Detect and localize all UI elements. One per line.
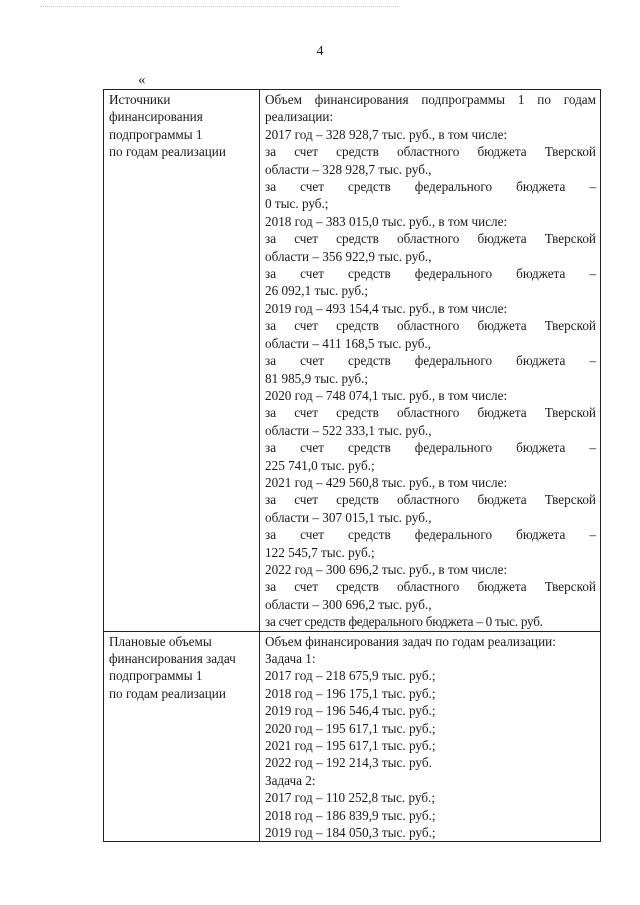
year-total-line: 2020 год – 748 074,1 тыс. руб., в том числе:	[265, 387, 508, 403]
label-line: финансирования задач	[109, 651, 236, 666]
regional-budget-amount: области – 328 928,7 тыс. руб.,	[265, 161, 432, 177]
federal-budget-line: за счет средств федерального бюджета –	[265, 353, 596, 369]
task-title: Задача 1:	[265, 651, 316, 666]
header-line: Объем финансирования подпрограммы 1 по годам	[265, 92, 596, 107]
value-cell-tasks	[260, 631, 601, 842]
federal-budget-amount: 225 741,0 тыс. руб.;	[265, 457, 375, 473]
regional-budget-line: за счет средств областного бюджета Тверской	[265, 579, 596, 595]
table-row-sources	[104, 90, 601, 632]
task-year-line: 2017 год – 218 675,9 тыс. руб.;	[265, 668, 436, 684]
regional-budget-line: за счет средств областного бюджета Тверской	[265, 492, 596, 508]
regional-budget-amount: области – 300 696,2 тыс. руб.,	[265, 596, 432, 612]
task-year-line: 2019 год – 184 050,3 тыс. руб.;	[265, 825, 436, 841]
regional-budget-amount: области – 411 168,5 тыс. руб.,	[265, 335, 432, 351]
federal-budget-amount: 122 545,7 тыс. руб.;	[265, 544, 375, 560]
table-row-tasks	[104, 631, 601, 842]
label-line: Источники	[109, 92, 171, 107]
label-line: подпрограммы 1	[109, 126, 203, 142]
federal-budget-line: за счет средств федерального бюджета –	[265, 440, 596, 456]
federal-budget-line: за счет средств федерального бюджета –	[265, 266, 596, 282]
task-year-line: 2019 год – 196 546,4 тыс. руб.;	[265, 703, 436, 719]
task-title: Задача 2:	[265, 772, 316, 788]
scan-artifact	[40, 6, 400, 8]
federal-budget-amount: 81 985,9 тыс. руб.;	[265, 370, 369, 386]
year-total-line: 2017 год – 328 928,7 тыс. руб., в том числе:	[265, 126, 508, 142]
federal-budget-line: за счет средств федерального бюджета – 0 тыс. руб.	[265, 614, 543, 630]
year-total-line: 2022 год – 300 696,2 тыс. руб., в том числе:	[265, 561, 508, 577]
task-year-line: 2021 год – 195 617,1 тыс. руб.;	[265, 738, 436, 754]
label-line: подпрограммы 1	[109, 668, 203, 684]
task-year-line: 2020 год – 195 617,1 тыс. руб.;	[265, 720, 436, 736]
regional-budget-amount: области – 356 922,9 тыс. руб.,	[265, 248, 432, 264]
regional-budget-line: за счет средств областного бюджета Тверской	[265, 405, 596, 421]
regional-budget-line: за счет средств областного бюджета Тверской	[265, 231, 596, 247]
task-year-line: 2018 год – 196 175,1 тыс. руб.;	[265, 685, 436, 701]
label-cell-sources	[104, 90, 260, 632]
federal-budget-amount: 0 тыс. руб.;	[265, 196, 329, 212]
task-year-line: 2017 год – 110 252,8 тыс. руб.;	[265, 790, 436, 806]
financing-table	[103, 89, 601, 842]
federal-budget-line: за счет средств федерального бюджета –	[265, 527, 596, 543]
regional-budget-amount: области – 307 015,1 тыс. руб.,	[265, 509, 432, 525]
regional-budget-amount: области – 522 333,1 тыс. руб.,	[265, 422, 432, 438]
label-line: по годам реализации	[109, 144, 226, 160]
federal-budget-line: за счет средств федерального бюджета –	[265, 179, 596, 195]
label-line: по годам реализации	[109, 685, 226, 701]
task-year-line: 2018 год – 186 839,9 тыс. руб.;	[265, 807, 436, 823]
task-year-line: 2022 год – 192 214,3 тыс. руб.	[265, 755, 432, 771]
label-line: финансирования	[109, 109, 203, 125]
label-line: Плановые объемы	[109, 633, 212, 649]
value-cell-sources	[260, 90, 601, 632]
page-number: 4	[316, 44, 324, 59]
year-total-line: 2019 год – 493 154,4 тыс. руб., в том числе:	[265, 300, 508, 316]
year-total-line: 2018 год – 383 015,0 тыс. руб., в том числе:	[265, 213, 508, 229]
label-cell-tasks	[104, 631, 260, 842]
federal-budget-amount: 26 092,1 тыс. руб.;	[265, 283, 369, 299]
year-total-line: 2021 год – 429 560,8 тыс. руб., в том числе:	[265, 474, 508, 490]
regional-budget-line: за счет средств областного бюджета Тверской	[265, 318, 596, 334]
header-line: Объем финансирования задач по годам реализации:	[265, 633, 556, 649]
regional-budget-line: за счет средств областного бюджета Тверской	[265, 144, 596, 160]
opening-quote-mark: «	[138, 72, 146, 88]
header-line: реализации:	[265, 109, 334, 125]
